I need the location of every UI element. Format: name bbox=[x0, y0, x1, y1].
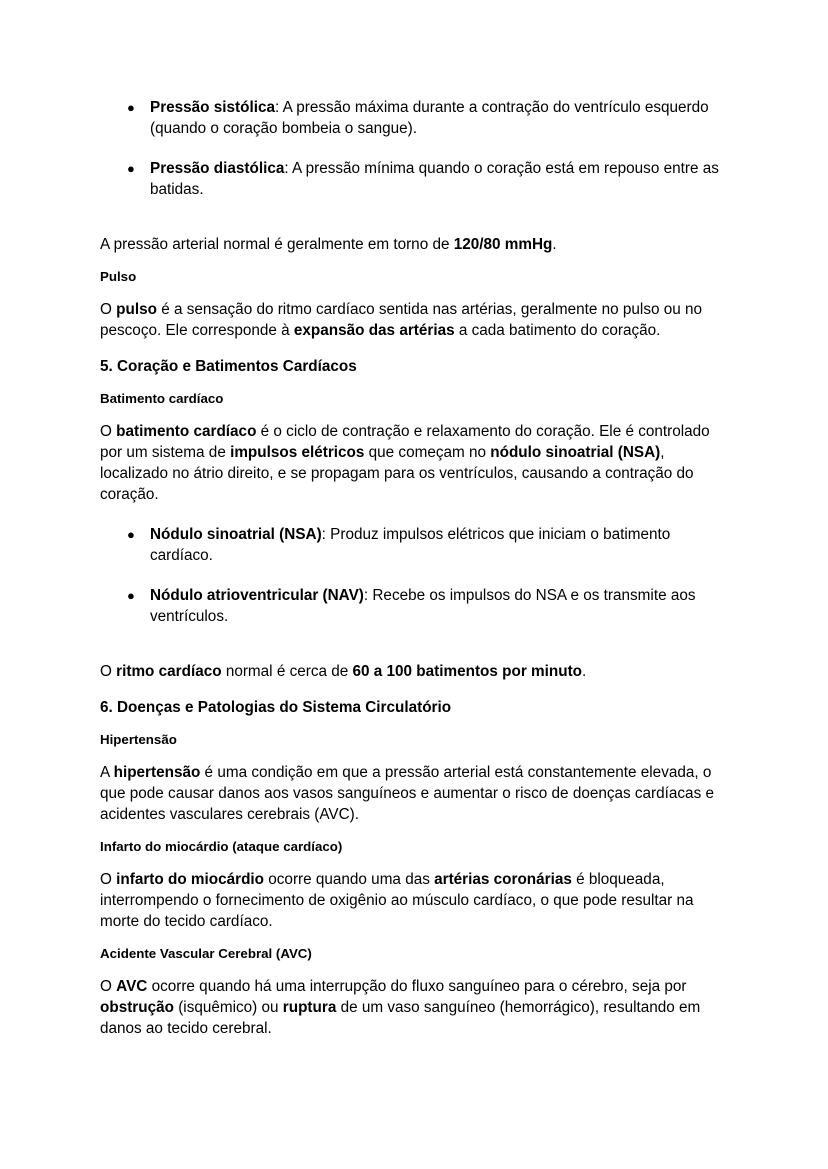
rhythm-text-1: O bbox=[100, 663, 117, 680]
pulse-text-2: é a sensação do ritmo cardíaco sentida nas artérias, geralmente no pulso ou no pescoço. Ele corresponde à bbox=[100, 301, 703, 339]
bullet-icon: ● bbox=[127, 527, 135, 542]
normal-pressure-paragraph bbox=[100, 234, 730, 255]
heartbeat-text-4: , localizado no átrio direito, e se propagam para os ventrículos, causando a contração do coração. bbox=[100, 444, 694, 503]
heartbeat-text-3: que começam no bbox=[364, 444, 491, 461]
stroke-text-4: de um vaso sanguíneo (hemorrágico), resultando em danos ao tecido cerebral. bbox=[100, 999, 701, 1037]
hypertension-text-2: é uma condição em que a pressão arterial está constantemente elevada, o que pode causar danos aos vasos sanguíneos e aumentar o risco de doenças cardíacas e acidentes vasculares cerebrais (AVC). bbox=[100, 764, 714, 823]
stroke-bold-1: AVC bbox=[116, 978, 148, 995]
heartbeat-text-2: é o ciclo de contração e relaxamento do coração. Ele é controlado por um sistema de bbox=[100, 423, 710, 461]
section-5-title: 5. Coração e Batimentos Cardíacos bbox=[100, 358, 357, 375]
text-nav: : Recebe os impulsos do NSA e os transmite aos ventrículos. bbox=[150, 587, 696, 625]
bullet-icon: ● bbox=[127, 161, 135, 176]
bullet-nsa bbox=[127, 524, 730, 566]
node-bullet-list bbox=[100, 524, 730, 627]
stroke-bold-3: ruptura bbox=[282, 999, 337, 1016]
stroke-text-2: ocorre quando há uma interrupção do fluxo sanguíneo para o cérebro, seja por bbox=[147, 978, 687, 995]
rhythm-text-3: . bbox=[582, 663, 587, 680]
rhythm-paragraph bbox=[100, 661, 730, 682]
term-nsa: Nódulo sinoatrial (NSA) bbox=[150, 526, 322, 543]
hypertension-bold-1: hipertensão bbox=[113, 764, 201, 781]
text-systolic: : A pressão máxima durante a contração do ventrículo esquerdo (quando o coração bombeia o sangue). bbox=[150, 99, 709, 137]
stroke-text-3: (isquêmico) ou bbox=[173, 999, 283, 1016]
heartbeat-text-1: O bbox=[100, 423, 117, 440]
document-page bbox=[100, 97, 730, 1039]
heartbeat-heading: Batimento cardíaco bbox=[100, 391, 224, 406]
infarct-paragraph bbox=[100, 869, 730, 932]
hypertension-text-1: A bbox=[100, 764, 114, 781]
stroke-heading: Acidente Vascular Cerebral (AVC) bbox=[100, 946, 312, 961]
bullet-icon: ● bbox=[127, 588, 135, 603]
pulse-paragraph bbox=[100, 299, 730, 341]
text-nsa: : Produz impulsos elétricos que iniciam o batimento cardíaco. bbox=[150, 526, 671, 564]
bullet-icon: ● bbox=[127, 100, 135, 115]
pulse-bold-1: pulso bbox=[116, 301, 157, 318]
rhythm-bold-1: ritmo cardíaco bbox=[116, 663, 222, 680]
infarct-text-3: é bloqueada, interrompendo o fornecimento de oxigênio ao músculo cardíaco, o que pode resultar na morte do tecido cardíaco. bbox=[100, 871, 694, 930]
term-nav: Nódulo atrioventricular (NAV) bbox=[150, 587, 364, 604]
normal-pressure-text: A pressão arterial normal é geralmente em torno de bbox=[100, 236, 454, 253]
heartbeat-bold-3: nódulo sinoatrial (NSA) bbox=[490, 444, 661, 461]
infarct-heading: Infarto do miocárdio (ataque cardíaco) bbox=[100, 839, 343, 854]
normal-pressure-end: . bbox=[552, 236, 557, 253]
pressure-bullet-list bbox=[100, 97, 730, 200]
stroke-text-1: O bbox=[100, 978, 117, 995]
pulse-heading: Pulso bbox=[100, 269, 137, 284]
rhythm-bold-2: 60 a 100 batimentos por minuto bbox=[352, 663, 583, 680]
stroke-paragraph bbox=[100, 976, 730, 1039]
infarct-bold-2: artérias coronárias bbox=[434, 871, 572, 888]
hypertension-paragraph bbox=[100, 762, 730, 825]
pulse-text-1: O bbox=[100, 301, 117, 318]
bullet-diastolic bbox=[127, 158, 730, 200]
stroke-bold-2: obstrução bbox=[100, 999, 174, 1016]
infarct-text-1: O bbox=[100, 871, 117, 888]
bullet-systolic bbox=[127, 97, 730, 139]
term-systolic: Pressão sistólica bbox=[150, 99, 275, 116]
infarct-bold-1: infarto do miocárdio bbox=[116, 871, 265, 888]
pulse-bold-2: expansão das artérias bbox=[293, 322, 455, 339]
heartbeat-bold-2: impulsos elétricos bbox=[230, 444, 365, 461]
heartbeat-paragraph bbox=[100, 421, 730, 505]
pulse-text-3: a cada batimento do coração. bbox=[454, 322, 661, 339]
text-diastolic: : A pressão mínima quando o coração está em repouso entre as batidas. bbox=[150, 160, 719, 198]
heartbeat-bold-1: batimento cardíaco bbox=[116, 423, 257, 440]
term-diastolic: Pressão diastólica bbox=[150, 160, 285, 177]
infarct-text-2: ocorre quando uma das bbox=[264, 871, 435, 888]
rhythm-text-2: normal é cerca de bbox=[221, 663, 353, 680]
section-6-title: 6. Doenças e Patologias do Sistema Circulatório bbox=[100, 699, 452, 716]
bullet-nav bbox=[127, 585, 730, 627]
normal-pressure-value: 120/80 mmHg bbox=[453, 236, 553, 253]
hypertension-heading: Hipertensão bbox=[100, 732, 177, 747]
